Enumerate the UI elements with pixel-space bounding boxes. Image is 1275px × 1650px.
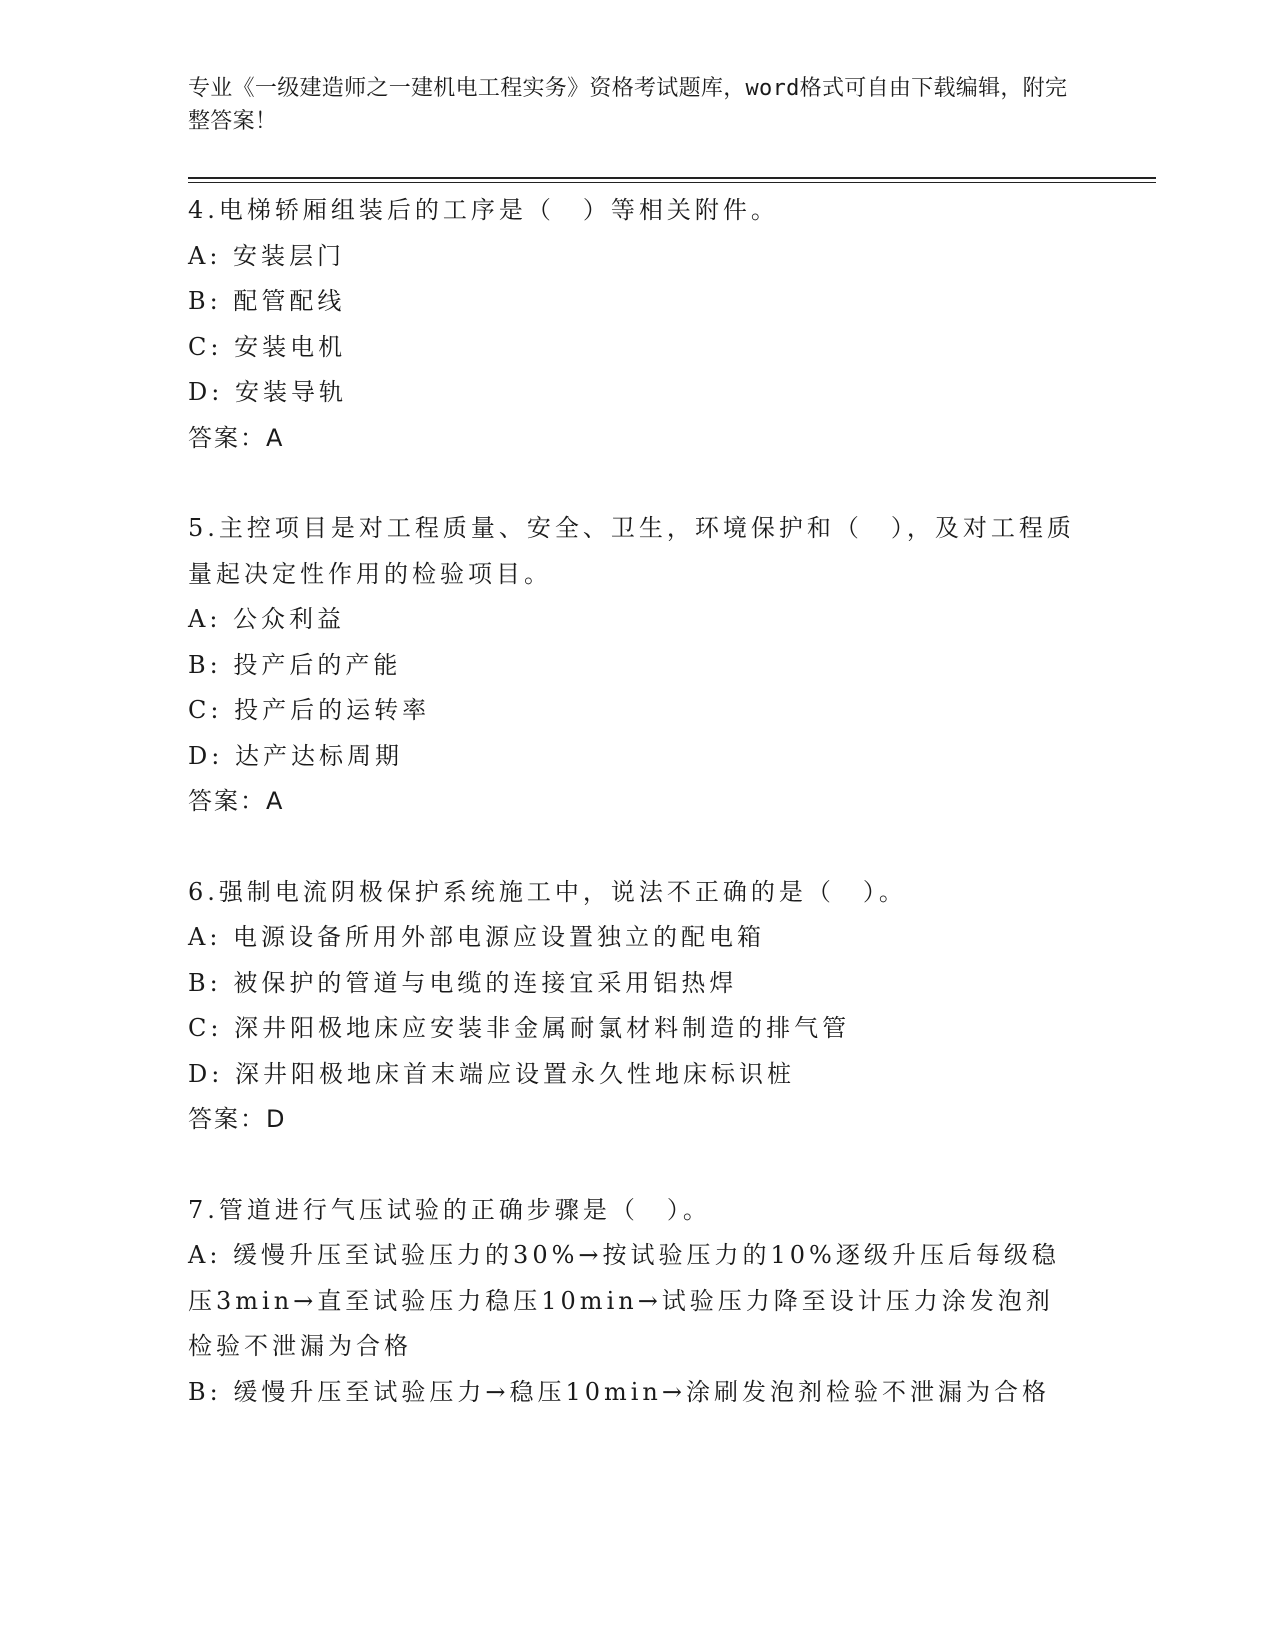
option-a: A: 公众利益 <box>188 605 346 633</box>
option-d: D: 安装导轨 <box>188 378 347 406</box>
question-5 <box>188 506 1078 825</box>
answer-line <box>188 416 1078 462</box>
option-c: C: 投产后的运转率 <box>188 696 431 724</box>
answer-value: A <box>266 423 285 452</box>
answer-value: A <box>266 787 285 815</box>
question-stem: 7.管道进行气压试验的正确步骤是（ ）。 <box>188 1195 711 1224</box>
option-a: A: 电源设备所用外部电源应设置独立的配电箱 <box>188 923 766 951</box>
question-stem: 4.电梯轿厢组装后的工序是（ ）等相关附件。 <box>188 196 779 224</box>
question-4 <box>188 188 1078 461</box>
option-a: A: 缓慢升压至试验压力的30%→按试验压力的10%逐级升压后每级稳压3min→直至试验压力稳压10min→试验压力降至设计压力涂发泡剂检验不泄漏为合格 <box>188 1241 1060 1360</box>
header-rule-thick <box>188 177 1156 179</box>
header-rule-thin <box>188 182 1156 183</box>
option-a: A: 安装层门 <box>188 241 346 270</box>
option-b: B: 缓慢升压至试验压力→稳压10min→涂刷发泡剂检验不泄漏为合格 <box>188 1377 1050 1406</box>
option-b: B: 配管配线 <box>188 287 346 315</box>
answer-line <box>188 1097 1078 1143</box>
question-7 <box>188 1188 1078 1416</box>
option-d: D: 深井阳极地床首末端应设置永久性地床标识桩 <box>188 1059 795 1088</box>
option-d: D: 达产达标周期 <box>188 741 403 770</box>
question-stem: 5.主控项目是对工程质量、安全、卫生，环境保护和（ ），及对工程质量起决定性作用的检验项目。 <box>188 514 1075 588</box>
option-b: B: 投产后的产能 <box>188 650 402 679</box>
document-header: 专业《一级建造师之一建机电工程实务》资格考试题库，word格式可自由下载编辑，附完整答案！ <box>188 76 1068 134</box>
answer-label: 答案： <box>188 1105 266 1133</box>
question-stem: 6.强制电流阴极保护系统施工中，说法不正确的是（ ）。 <box>188 877 907 906</box>
answer-label: 答案： <box>188 423 266 452</box>
question-list <box>188 188 1078 1460</box>
answer-label: 答案： <box>188 787 266 815</box>
option-c: C: 深井阳极地床应安装非金属耐氯材料制造的排气管 <box>188 1014 851 1042</box>
answer-value: D <box>266 1105 287 1133</box>
question-6 <box>188 870 1078 1143</box>
answer-line <box>188 779 1078 825</box>
option-b: B: 被保护的管道与电缆的连接宜采用铝热焊 <box>188 968 738 997</box>
option-c: C: 安装电机 <box>188 332 347 361</box>
